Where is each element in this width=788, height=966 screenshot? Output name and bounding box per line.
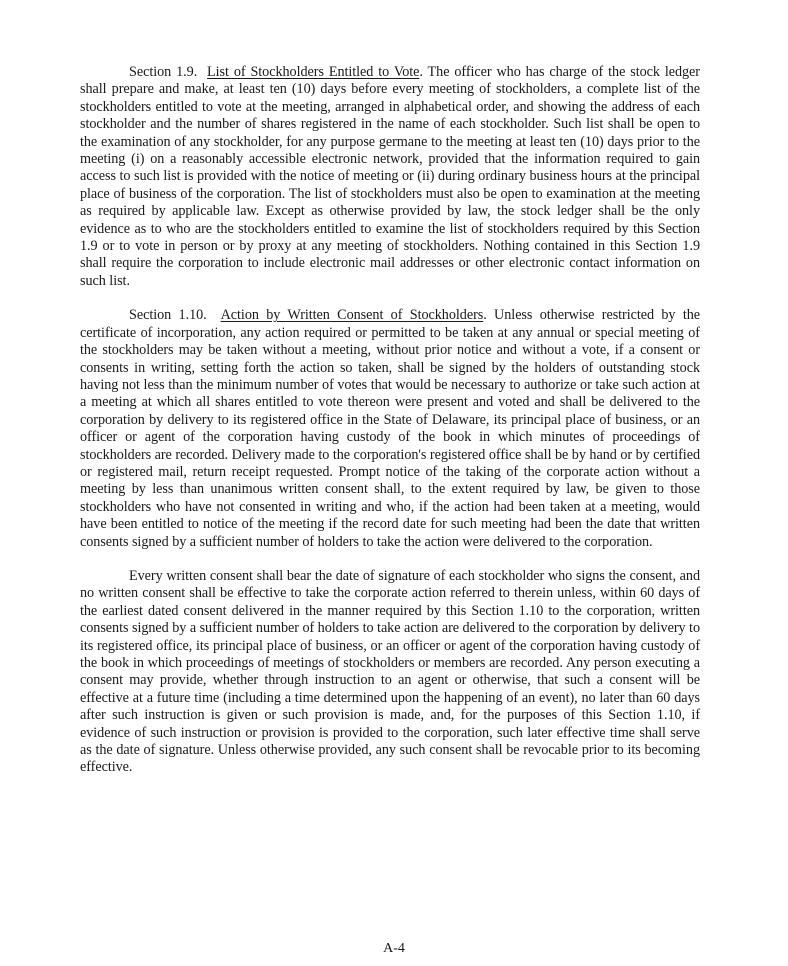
section-1-10-heading: Action by Written Consent of Stockholders — [220, 307, 484, 324]
section-1-9-label: Section 1.9. — [129, 64, 198, 80]
page-number: A-4 — [383, 941, 405, 956]
section-1-10-body: . Unless otherwise restricted by the certificate of incorporation, any action required or permitted to be taken at any annual or special meeting of the stockholders may be taken without a meeting, without prior notice and without a vote, if a consent or consents in writing, setting forth the action so taken, shall be signed by the holders of outstanding stock having not less than the minimum number of votes that would be necessary to authorize or take such action at a meeting at which all shares entitled to vote thereon were present and voted and shall be delivered to the corporation by delivery to its registered office in the State of Delaware, its principal place of business, or an officer or agent of the corporation having custody of the book in which minutes of proceedings of stockholders are recorded. Delivery made to the corporation's registered office shall be by hand or by certified or registered mail, return receipt requested. Prompt notice of the taking of the corporate action without a meeting by less than unanimous written consent shall, to the extent required by law, be given to those stockholders who have not consented in writing and who, if the action had been taken at a meeting, would have been entitled to notice of the meeting if the record date for such meeting had been the date that written consents signed by a sufficient number of holders to take the action were delivered to the corporation. — [80, 307, 701, 550]
section-1-9-body: . The officer who has charge of the stock ledger shall prepare and make, at least ten (10) days before every meeting of stockholders, a complete list of the stockholders entitled to vote at the meeting, arranged in alphabetical order, and showing the address of each stockholder and the number of shares registered in the name of each stockholder. Such list shall be open to the examination of any stockholder, for any purpose germane to the meeting at least ten (10) days prior to the meeting (i) on a reasonably accessible electronic network, provided that the information required to gain access to such list is provided with the notice of meeting or (ii) during ordinary business hours at the principal place of business of the corporation. The list of stockholders must also be open to examination at the meeting as required by applicable law. Except as otherwise provided by law, the stock ledger shall be the only evidence as to who are the stockholders entitled to examine the list of stockholders required by this Section 1.9 or to vote in person or by proxy at any meeting of stockholders. Nothing contained in this Section 1.9 shall require the corporation to include electronic mail addresses or other electronic contact information on such list. — [80, 64, 700, 289]
section-1-9-paragraph — [80, 64, 700, 290]
document-page — [80, 64, 700, 777]
section-1-9-heading: List of Stockholders Entitled to Vote — [207, 64, 420, 80]
section-1-10-paragraph — [80, 307, 700, 551]
written-consent-paragraph: Every written consent shall bear the date of signature of each stockholder who signs the consent, and no written consent shall be effective to take the corporate action referred to therein unless, within 60 days of the earliest dated consent delivered in the manner required by this Section 1.10 to the corporation, written consents signed by a sufficient number of holders to take action are delivered to the corporation by delivery to its registered office, its principal place of business, or an officer or agent of the corporation having custody of the book in which proceedings of meetings of stockholders or members are recorded. Any person executing a consent may provide, whether through instruction to an agent or otherwise, that such a consent will be effective at a future time (including a time determined upon the happening of an event), no later than 60 days after such instruction is given or such provision is made, and, for the purposes of this Section 1.10, if evidence of such instruction or provision is provided to the corporation, such later effective time shall serve as the date of signature. Unless otherwise provided, any such consent shall be revocable prior to its becoming effective. — [80, 567, 700, 776]
section-1-10-label: Section 1.10. — [129, 307, 207, 324]
